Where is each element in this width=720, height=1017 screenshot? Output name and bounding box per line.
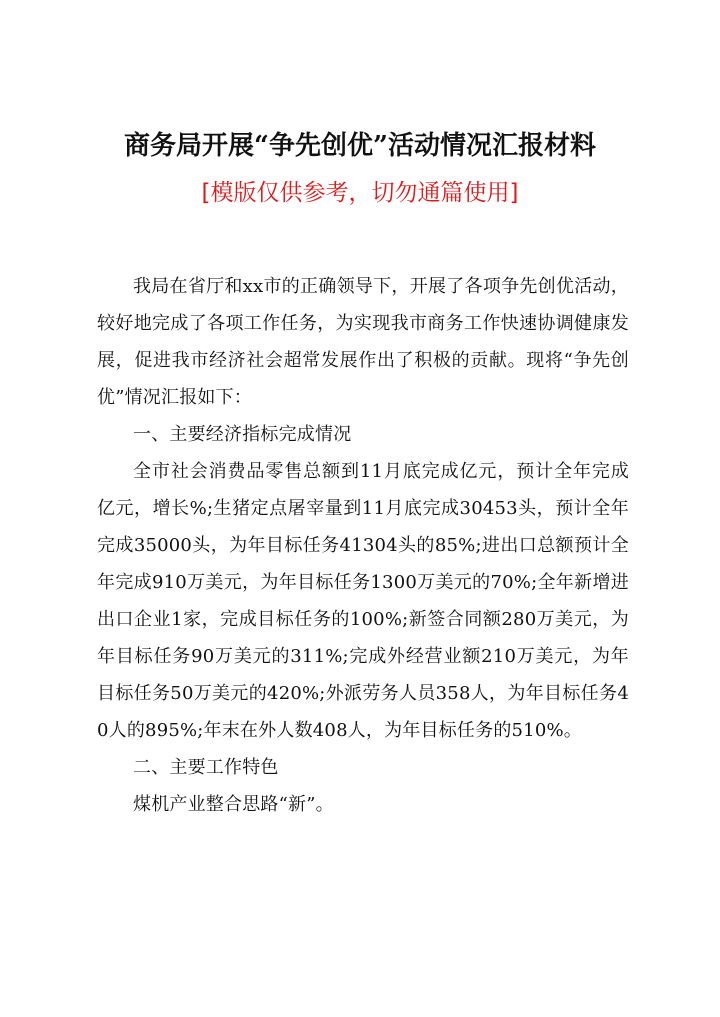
- template-notice: [模版仅供参考，切勿通篇使用]: [201, 180, 519, 206]
- document-body: [97, 268, 629, 823]
- feature-paragraph: 煤机产业整合思路“新”。: [133, 794, 334, 815]
- intro-paragraph: 我局在省厅和xx市的正确领导下，开展了各项争先创优活动，较好地完成了各项工作任务，为实现我市商务工作快速协调健康发展，促进我市经济社会超常发展作出了积极的贡献。现将“争先创优”情况汇报如下：: [97, 276, 629, 408]
- document-title: 商务局开展“争先创优”活动情况汇报材料: [124, 131, 596, 161]
- indicators-paragraph: 全市社会消费品零售总额到11月底完成亿元，预计全年完成亿元，增长%;生猪定点屠宰量到11月底完成30453头，预计全年完成35000头，为年目标任务41304头的85%;进出口总额预计全年完成910万美元，为年目标任务1300万美元的70%;全年新增进出口企业1家，完成目标任务的100%;新签合同额280万美元，为年目标任务90万美元的311%;完成外经营业额210万美元，为年目标任务50万美元的420%;外派劳务人员358人，为年目标任务40人的895%;年末在外人数408人，为年目标任务的510%。: [97, 461, 629, 741]
- section-heading-1: 一、主要经济指标完成情况: [133, 424, 352, 445]
- section-heading-2: 二、主要工作特色: [133, 757, 279, 778]
